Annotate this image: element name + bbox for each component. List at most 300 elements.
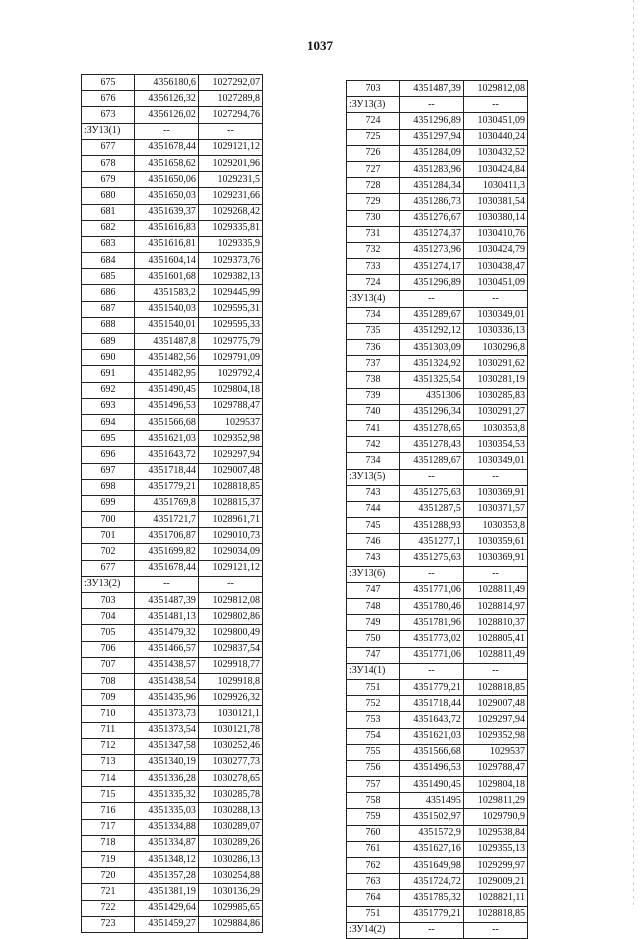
- point-number: 682: [82, 220, 135, 236]
- point-number: 736: [347, 340, 400, 356]
- y-coordinate: 1030369,91: [463, 485, 527, 501]
- point-number: 695: [82, 431, 135, 447]
- section-label: :ЗУ14(2): [347, 922, 400, 938]
- point-number: 754: [347, 728, 400, 744]
- table-row: [347, 81, 528, 97]
- y-coordinate: 1029297,94: [198, 447, 262, 463]
- y-coordinate: 1030451,09: [463, 113, 527, 129]
- point-number: 717: [82, 819, 135, 835]
- table-row: [347, 647, 528, 663]
- table-row: [347, 825, 528, 841]
- section-header-row: [82, 123, 263, 139]
- section-y-placeholder: --: [463, 566, 527, 582]
- table-row: [82, 495, 263, 511]
- y-coordinate: 1029775,79: [198, 334, 262, 350]
- y-coordinate: 1029804,18: [198, 382, 262, 398]
- x-coordinate: 4351438,57: [134, 657, 198, 673]
- y-coordinate: 1027294,76: [198, 107, 262, 123]
- point-number: 694: [82, 414, 135, 430]
- y-coordinate: 1030121,1: [198, 706, 262, 722]
- x-coordinate: 4351621,03: [399, 728, 463, 744]
- x-coordinate: 4351459,27: [134, 916, 198, 932]
- x-coordinate: 4351334,88: [134, 819, 198, 835]
- table-row: [82, 91, 263, 107]
- table-row: [347, 550, 528, 566]
- table-row: [347, 259, 528, 275]
- y-coordinate: 1030136,29: [198, 884, 262, 900]
- x-coordinate: 4356180,6: [134, 75, 198, 91]
- table-row: [347, 599, 528, 615]
- y-coordinate: 1030432,52: [463, 145, 527, 161]
- y-coordinate: 1030277,73: [198, 754, 262, 770]
- y-coordinate: 1028818,85: [198, 479, 262, 495]
- point-number: 677: [82, 139, 135, 155]
- x-coordinate: 4351340,19: [134, 754, 198, 770]
- y-coordinate: 1029811,29: [463, 793, 527, 809]
- y-coordinate: 1029121,12: [198, 560, 262, 576]
- x-coordinate: 4351699,82: [134, 544, 198, 560]
- section-label: :ЗУ13(6): [347, 566, 400, 582]
- table-row: [82, 253, 263, 269]
- table-row: [82, 625, 263, 641]
- table-row: [82, 382, 263, 398]
- point-number: 696: [82, 447, 135, 463]
- y-coordinate: 1027289,8: [198, 91, 262, 107]
- point-number: 676: [82, 91, 135, 107]
- section-y-placeholder: --: [463, 922, 527, 938]
- x-coordinate: 4351277,1: [399, 534, 463, 550]
- table-row: [347, 874, 528, 890]
- x-coordinate: 4351779,21: [399, 906, 463, 922]
- table-row: [347, 696, 528, 712]
- y-coordinate: 1029297,94: [463, 712, 527, 728]
- section-header-row: [347, 922, 528, 938]
- point-number: 724: [347, 275, 400, 291]
- x-coordinate: 4351780,46: [399, 599, 463, 615]
- y-coordinate: 1030286,13: [198, 852, 262, 868]
- point-number: 727: [347, 161, 400, 177]
- point-number: 751: [347, 679, 400, 695]
- y-coordinate: 1030291,27: [463, 404, 527, 420]
- x-coordinate: 4351650,06: [134, 172, 198, 188]
- point-number: 751: [347, 906, 400, 922]
- x-coordinate: 4351297,94: [399, 129, 463, 145]
- x-coordinate: 4351604,14: [134, 253, 198, 269]
- x-coordinate: 4351287,5: [399, 501, 463, 517]
- y-coordinate: 1030285,83: [463, 388, 527, 404]
- table-row: [82, 560, 263, 576]
- table-row: [82, 690, 263, 706]
- table-row: [82, 431, 263, 447]
- table-row: [347, 323, 528, 339]
- point-number: 745: [347, 518, 400, 534]
- table-row: [82, 447, 263, 463]
- table-row: [82, 593, 263, 609]
- y-coordinate: 1030254,88: [198, 868, 262, 884]
- x-coordinate: 4351769,8: [134, 495, 198, 511]
- point-number: 679: [82, 172, 135, 188]
- table-row: [82, 787, 263, 803]
- x-coordinate: 4351601,68: [134, 269, 198, 285]
- x-coordinate: 4351496,53: [134, 398, 198, 414]
- point-number: 703: [347, 81, 400, 97]
- x-coordinate: 4351627,16: [399, 841, 463, 857]
- x-coordinate: 4351296,89: [399, 275, 463, 291]
- table-row: [347, 356, 528, 372]
- x-coordinate: 4351487,39: [134, 593, 198, 609]
- table-row: [82, 285, 263, 301]
- x-coordinate: 4351286,73: [399, 194, 463, 210]
- point-number: 702: [82, 544, 135, 560]
- point-number: 722: [82, 900, 135, 916]
- section-header-row: [347, 663, 528, 679]
- table-row: [347, 194, 528, 210]
- point-number: 693: [82, 398, 135, 414]
- table-row: [82, 107, 263, 123]
- y-coordinate: 1029985,65: [198, 900, 262, 916]
- point-number: 743: [347, 550, 400, 566]
- y-coordinate: 1029802,86: [198, 609, 262, 625]
- x-coordinate: 4351718,44: [134, 463, 198, 479]
- y-coordinate: 1029335,81: [198, 220, 262, 236]
- point-number: 680: [82, 188, 135, 204]
- table-row: [347, 744, 528, 760]
- y-coordinate: 1030440,24: [463, 129, 527, 145]
- x-coordinate: 4351273,96: [399, 242, 463, 258]
- table-row: [82, 220, 263, 236]
- x-coordinate: 4351324,92: [399, 356, 463, 372]
- table-row: [82, 236, 263, 252]
- point-number: 762: [347, 858, 400, 874]
- x-coordinate: 4351650,03: [134, 188, 198, 204]
- y-coordinate: 1027292,07: [198, 75, 262, 91]
- x-coordinate: 4351785,32: [399, 890, 463, 906]
- x-coordinate: 4356126,32: [134, 91, 198, 107]
- point-number: 724: [347, 113, 400, 129]
- point-number: 737: [347, 356, 400, 372]
- section-y-placeholder: --: [463, 663, 527, 679]
- y-coordinate: 1030285,78: [198, 787, 262, 803]
- x-coordinate: 4351482,56: [134, 350, 198, 366]
- y-coordinate: 1029884,86: [198, 916, 262, 932]
- y-coordinate: 1030381,54: [463, 194, 527, 210]
- table-row: [347, 518, 528, 534]
- table-row: [82, 155, 263, 171]
- x-coordinate: 4351616,81: [134, 236, 198, 252]
- x-coordinate: 4351706,87: [134, 528, 198, 544]
- y-coordinate: 1029007,48: [198, 463, 262, 479]
- table-row: [82, 722, 263, 738]
- y-coordinate: 1029837,54: [198, 641, 262, 657]
- y-coordinate: 1030336,13: [463, 323, 527, 339]
- table-row: [82, 852, 263, 868]
- point-number: 744: [347, 501, 400, 517]
- y-coordinate: 1028821,11: [463, 890, 527, 906]
- table-row: [347, 340, 528, 356]
- section-label: :ЗУ13(4): [347, 291, 400, 307]
- x-coordinate: 4351479,32: [134, 625, 198, 641]
- point-number: 726: [347, 145, 400, 161]
- y-coordinate: 1029231,5: [198, 172, 262, 188]
- y-coordinate: 1028818,85: [463, 906, 527, 922]
- table-row: [82, 868, 263, 884]
- point-number: 692: [82, 382, 135, 398]
- table-row: [347, 631, 528, 647]
- x-coordinate: 4351275,63: [399, 485, 463, 501]
- x-coordinate: 4351357,28: [134, 868, 198, 884]
- x-coordinate: 4351566,68: [134, 414, 198, 430]
- x-coordinate: 4351779,21: [399, 679, 463, 695]
- point-number: 734: [347, 453, 400, 469]
- y-coordinate: 1030359,61: [463, 534, 527, 550]
- y-coordinate: 1029352,98: [198, 431, 262, 447]
- table-row: [82, 139, 263, 155]
- point-number: 697: [82, 463, 135, 479]
- table-row: [82, 819, 263, 835]
- table-row: [347, 501, 528, 517]
- section-y-placeholder: --: [463, 469, 527, 485]
- point-number: 734: [347, 307, 400, 323]
- table-row: [347, 388, 528, 404]
- point-number: 706: [82, 641, 135, 657]
- point-number: 673: [82, 107, 135, 123]
- y-coordinate: 1029335,9: [198, 236, 262, 252]
- point-number: 753: [347, 712, 400, 728]
- point-number: 720: [82, 868, 135, 884]
- y-coordinate: 1028811,49: [463, 647, 527, 663]
- x-coordinate: 4351278,65: [399, 420, 463, 436]
- x-coordinate: 4351487,8: [134, 334, 198, 350]
- table-row: [82, 641, 263, 657]
- point-number: 752: [347, 696, 400, 712]
- y-coordinate: 1029355,13: [463, 841, 527, 857]
- table-row: [82, 900, 263, 916]
- point-number: 688: [82, 317, 135, 333]
- point-number: 755: [347, 744, 400, 760]
- point-number: 757: [347, 777, 400, 793]
- point-number: 681: [82, 204, 135, 220]
- x-coordinate: 4351496,53: [399, 760, 463, 776]
- point-number: 701: [82, 528, 135, 544]
- x-coordinate: 4351435,96: [134, 690, 198, 706]
- x-coordinate: 4351643,72: [134, 447, 198, 463]
- table-row: [82, 544, 263, 560]
- point-number: 731: [347, 226, 400, 242]
- point-number: 678: [82, 155, 135, 171]
- point-number: 758: [347, 793, 400, 809]
- y-coordinate: 1030278,65: [198, 771, 262, 787]
- point-number: 689: [82, 334, 135, 350]
- x-coordinate: 4351482,95: [134, 366, 198, 382]
- table-row: [82, 528, 263, 544]
- table-row: [347, 809, 528, 825]
- y-coordinate: 1029804,18: [463, 777, 527, 793]
- point-number: 743: [347, 485, 400, 501]
- point-number: 705: [82, 625, 135, 641]
- x-coordinate: 4351347,58: [134, 738, 198, 754]
- point-number: 687: [82, 301, 135, 317]
- section-label: :ЗУ13(5): [347, 469, 400, 485]
- y-coordinate: 1029790,9: [463, 809, 527, 825]
- section-header-row: [347, 469, 528, 485]
- y-coordinate: 1028818,85: [463, 679, 527, 695]
- x-coordinate: 4351779,21: [134, 479, 198, 495]
- table-row: [347, 679, 528, 695]
- x-coordinate: 4351429,64: [134, 900, 198, 916]
- table-row: [82, 366, 263, 382]
- x-coordinate: 4351278,43: [399, 437, 463, 453]
- point-number: 725: [347, 129, 400, 145]
- point-number: 729: [347, 194, 400, 210]
- y-coordinate: 1029788,47: [198, 398, 262, 414]
- point-number: 698: [82, 479, 135, 495]
- y-coordinate: 1030371,57: [463, 501, 527, 517]
- point-number: 683: [82, 236, 135, 252]
- y-coordinate: 1030354,53: [463, 437, 527, 453]
- y-coordinate: 1028815,37: [198, 495, 262, 511]
- y-coordinate: 1029800,49: [198, 625, 262, 641]
- table-row: [347, 145, 528, 161]
- point-number: 746: [347, 534, 400, 550]
- x-coordinate: 4351566,68: [399, 744, 463, 760]
- point-number: 730: [347, 210, 400, 226]
- point-number: 703: [82, 593, 135, 609]
- x-coordinate: 4351724,72: [399, 874, 463, 890]
- section-label: :ЗУ13(2): [82, 576, 135, 592]
- table-row: [347, 534, 528, 550]
- point-number: 719: [82, 852, 135, 868]
- section-x-placeholder: --: [399, 922, 463, 938]
- x-coordinate: 4351502,97: [399, 809, 463, 825]
- table-row: [82, 673, 263, 689]
- point-number: 742: [347, 437, 400, 453]
- y-coordinate: 1029538,84: [463, 825, 527, 841]
- section-header-row: [347, 566, 528, 582]
- y-coordinate: 1029010,73: [198, 528, 262, 544]
- table-row: [347, 793, 528, 809]
- point-number: 738: [347, 372, 400, 388]
- x-coordinate: 4351718,44: [399, 696, 463, 712]
- y-coordinate: 1030411,3: [463, 178, 527, 194]
- x-coordinate: 4351540,03: [134, 301, 198, 317]
- x-coordinate: 4351373,54: [134, 722, 198, 738]
- y-coordinate: 1028961,71: [198, 512, 262, 528]
- x-coordinate: 4351490,45: [399, 777, 463, 793]
- coordinates-table-right: [346, 80, 528, 939]
- x-coordinate: 4351292,12: [399, 323, 463, 339]
- table-row: [347, 453, 528, 469]
- point-number: 685: [82, 269, 135, 285]
- y-coordinate: 1030353,8: [463, 420, 527, 436]
- y-coordinate: 1029299,97: [463, 858, 527, 874]
- y-coordinate: 1029812,08: [463, 81, 527, 97]
- y-coordinate: 1029788,47: [463, 760, 527, 776]
- x-coordinate: 4351771,06: [399, 647, 463, 663]
- x-coordinate: 4351678,44: [134, 139, 198, 155]
- table-row: [347, 372, 528, 388]
- x-coordinate: 4351643,72: [399, 712, 463, 728]
- point-number: 749: [347, 615, 400, 631]
- point-number: 686: [82, 285, 135, 301]
- page-number: 1037: [307, 38, 333, 53]
- y-coordinate: 1028811,49: [463, 582, 527, 598]
- point-number: 740: [347, 404, 400, 420]
- point-number: 735: [347, 323, 400, 339]
- y-coordinate: 1029009,21: [463, 874, 527, 890]
- y-coordinate: 1030121,78: [198, 722, 262, 738]
- table-row: [82, 916, 263, 932]
- point-number: 723: [82, 916, 135, 932]
- y-coordinate: 1029201,96: [198, 155, 262, 171]
- table-row: [82, 738, 263, 754]
- x-coordinate: 4351438,54: [134, 673, 198, 689]
- x-coordinate: 4351487,39: [399, 81, 463, 97]
- point-number: 704: [82, 609, 135, 625]
- x-coordinate: 4351336,28: [134, 771, 198, 787]
- table-row: [347, 404, 528, 420]
- y-coordinate: 1029595,33: [198, 317, 262, 333]
- x-coordinate: 4351495: [399, 793, 463, 809]
- section-label: :ЗУ13(1): [82, 123, 135, 139]
- section-y-placeholder: --: [198, 576, 262, 592]
- point-number: 733: [347, 259, 400, 275]
- y-coordinate: 1029918,77: [198, 657, 262, 673]
- x-coordinate: 4351306: [399, 388, 463, 404]
- y-coordinate: 1030281,19: [463, 372, 527, 388]
- table-row: [82, 463, 263, 479]
- table-row: [82, 657, 263, 673]
- table-row: [82, 754, 263, 770]
- y-coordinate: 1029445,99: [198, 285, 262, 301]
- point-number: 677: [82, 560, 135, 576]
- x-coordinate: 4351583,2: [134, 285, 198, 301]
- y-coordinate: 1029918,8: [198, 673, 262, 689]
- table-row: [82, 334, 263, 350]
- x-coordinate: 4351773,02: [399, 631, 463, 647]
- point-number: 716: [82, 803, 135, 819]
- point-number: 748: [347, 599, 400, 615]
- y-coordinate: 1029373,76: [198, 253, 262, 269]
- x-coordinate: 4351639,37: [134, 204, 198, 220]
- y-coordinate: 1029926,32: [198, 690, 262, 706]
- table-row: [347, 615, 528, 631]
- table-row: [82, 771, 263, 787]
- y-coordinate: 1029595,31: [198, 301, 262, 317]
- x-coordinate: 4351274,37: [399, 226, 463, 242]
- point-number: 763: [347, 874, 400, 890]
- point-number: 711: [82, 722, 135, 738]
- point-number: 684: [82, 253, 135, 269]
- point-number: 709: [82, 690, 135, 706]
- point-number: 747: [347, 582, 400, 598]
- x-coordinate: 4351284,09: [399, 145, 463, 161]
- x-coordinate: 4351335,03: [134, 803, 198, 819]
- table-row: [82, 884, 263, 900]
- point-number: 728: [347, 178, 400, 194]
- table-row: [347, 841, 528, 857]
- x-coordinate: 4351678,44: [134, 560, 198, 576]
- y-coordinate: 1029537: [463, 744, 527, 760]
- x-coordinate: 4356126,02: [134, 107, 198, 123]
- y-coordinate: 1030289,07: [198, 819, 262, 835]
- y-coordinate: 1029034,09: [198, 544, 262, 560]
- section-x-placeholder: --: [134, 123, 198, 139]
- y-coordinate: 1029812,08: [198, 593, 262, 609]
- table-row: [347, 582, 528, 598]
- table-row: [82, 512, 263, 528]
- x-coordinate: 4351289,67: [399, 307, 463, 323]
- point-number: 700: [82, 512, 135, 528]
